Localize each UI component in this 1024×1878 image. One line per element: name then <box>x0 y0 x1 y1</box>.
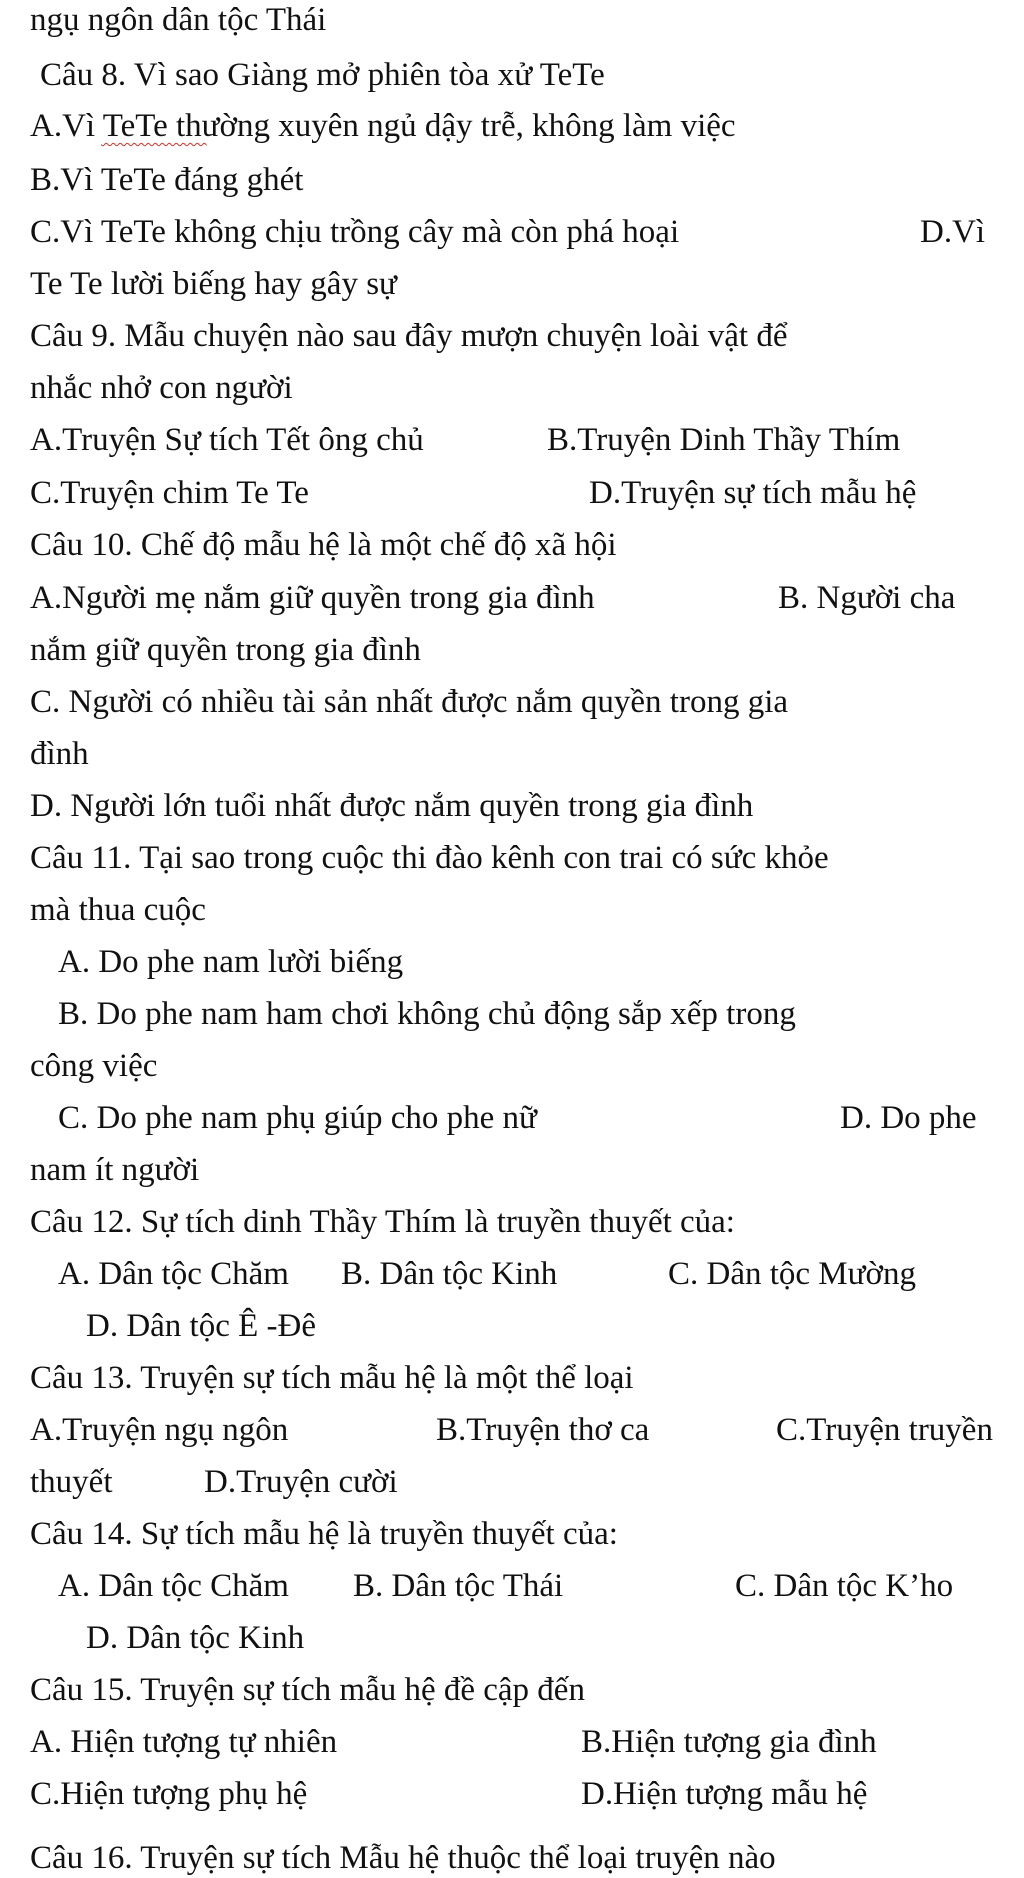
question-13-text: Câu 13. Truyện sự tích mẫu hệ là một thể loại <box>30 1360 634 1396</box>
option-a-text: A.Vì TeTe thường xuyên ngủ dậy trễ, không làm việc <box>30 108 736 144</box>
option-c-text: C. Người có nhiều tài sản nhất được nắm quyền trong gia <box>30 684 789 720</box>
option-c-text: C. Do phe nam phụ giúp cho phe nữ <box>58 1100 537 1136</box>
option-c-text: C.Truyện chim Te Te <box>30 475 309 511</box>
option-c-text: C. Dân tộc Mường <box>668 1256 916 1292</box>
option-d-text: D. Do phe <box>840 1100 977 1136</box>
line-text: nhắc nhở con người <box>30 370 293 406</box>
question-14-text: Câu 14. Sự tích mẫu hệ là truyền thuyết của: <box>30 1516 618 1552</box>
question-9-text: Câu 9. Mẫu chuyện nào sau đây mượn chuyện loài vật để <box>30 318 788 354</box>
question-11-text: Câu 11. Tại sao trong cuộc thi đào kênh con trai có sức khỏe <box>30 840 829 876</box>
option-b-text: B. Dân tộc Thái <box>353 1568 564 1604</box>
option-b-text: B.Vì TeTe đáng ghét <box>30 162 304 198</box>
question-10-text: Câu 10. Chế độ mẫu hệ là một chế độ xã hội <box>30 527 617 563</box>
option-a-text: A. Dân tộc Chăm <box>58 1568 289 1604</box>
option-a-text: A.Truyện Sự tích Tết ông chủ <box>30 422 424 458</box>
option-a-text: A. Dân tộc Chăm <box>58 1256 289 1292</box>
question-8-text: Câu 8. Vì sao Giàng mở phiên tòa xử TeTe <box>40 57 605 93</box>
option-c-text: C. Dân tộc K’ho <box>735 1568 954 1604</box>
option-b-text: B. Do phe nam ham chơi không chủ động sắp xếp trong <box>58 996 796 1032</box>
question-16-text: Câu 16. Truyện sự tích Mẫu hệ thuộc thể loại truyện nào <box>30 1840 776 1876</box>
spellcheck-underline <box>101 106 207 146</box>
question-15-text: Câu 15. Truyện sự tích mẫu hệ đề cập đến <box>30 1672 585 1708</box>
question-12-text: Câu 12. Sự tích dinh Thầy Thím là truyền thuyết của: <box>30 1204 735 1240</box>
option-c-text: C.Vì TeTe không chịu trồng cây mà còn phá hoại <box>30 214 680 250</box>
option-b-text: B.Truyện thơ ca <box>436 1412 650 1448</box>
option-a-text: A.Người mẹ nắm giữ quyền trong gia đình <box>30 580 595 616</box>
option-d-text: D.Truyện sự tích mẫu hệ <box>589 475 917 511</box>
option-a-text: A. Hiện tượng tự nhiên <box>30 1724 338 1760</box>
option-d-text: D. Dân tộc Kinh <box>86 1620 305 1656</box>
option-d-text: D. Dân tộc Ê -Đê <box>86 1308 317 1344</box>
line-text: nam ít người <box>30 1152 200 1188</box>
option-a-text: A. Do phe nam lười biếng <box>58 944 404 980</box>
option-b-text: B. Dân tộc Kinh <box>341 1256 558 1292</box>
line-text: ngụ ngôn dân tộc Thái <box>30 2 327 38</box>
option-b-text: B.Hiện tượng gia đình <box>581 1724 877 1760</box>
option-b-text: B. Người cha <box>778 580 956 616</box>
option-d-text: D.Vì <box>920 214 986 250</box>
option-d-text: D.Hiện tượng mẫu hệ <box>581 1776 868 1812</box>
option-c-text: C.Hiện tượng phụ hệ <box>30 1776 308 1812</box>
option-d-text: D. Người lớn tuổi nhất được nắm quyền trong gia đình <box>30 788 754 824</box>
option-d-text: D.Truyện cười <box>204 1464 398 1500</box>
line-text: công việc <box>30 1048 158 1084</box>
option-a-text: A.Truyện ngụ ngôn <box>30 1412 289 1448</box>
option-c-text: C.Truyện truyền <box>776 1412 993 1448</box>
cut-off-line <box>0 1838 1024 1876</box>
option-b-text: B.Truyện Dinh Thầy Thím <box>547 422 901 458</box>
line-text: mà thua cuộc <box>30 892 206 928</box>
line-text: nắm giữ quyền trong gia đình <box>30 632 421 668</box>
line-text: Te Te lười biếng hay gây sự <box>30 266 397 302</box>
line-text: đình <box>30 736 89 772</box>
line-text: thuyết <box>30 1464 113 1500</box>
